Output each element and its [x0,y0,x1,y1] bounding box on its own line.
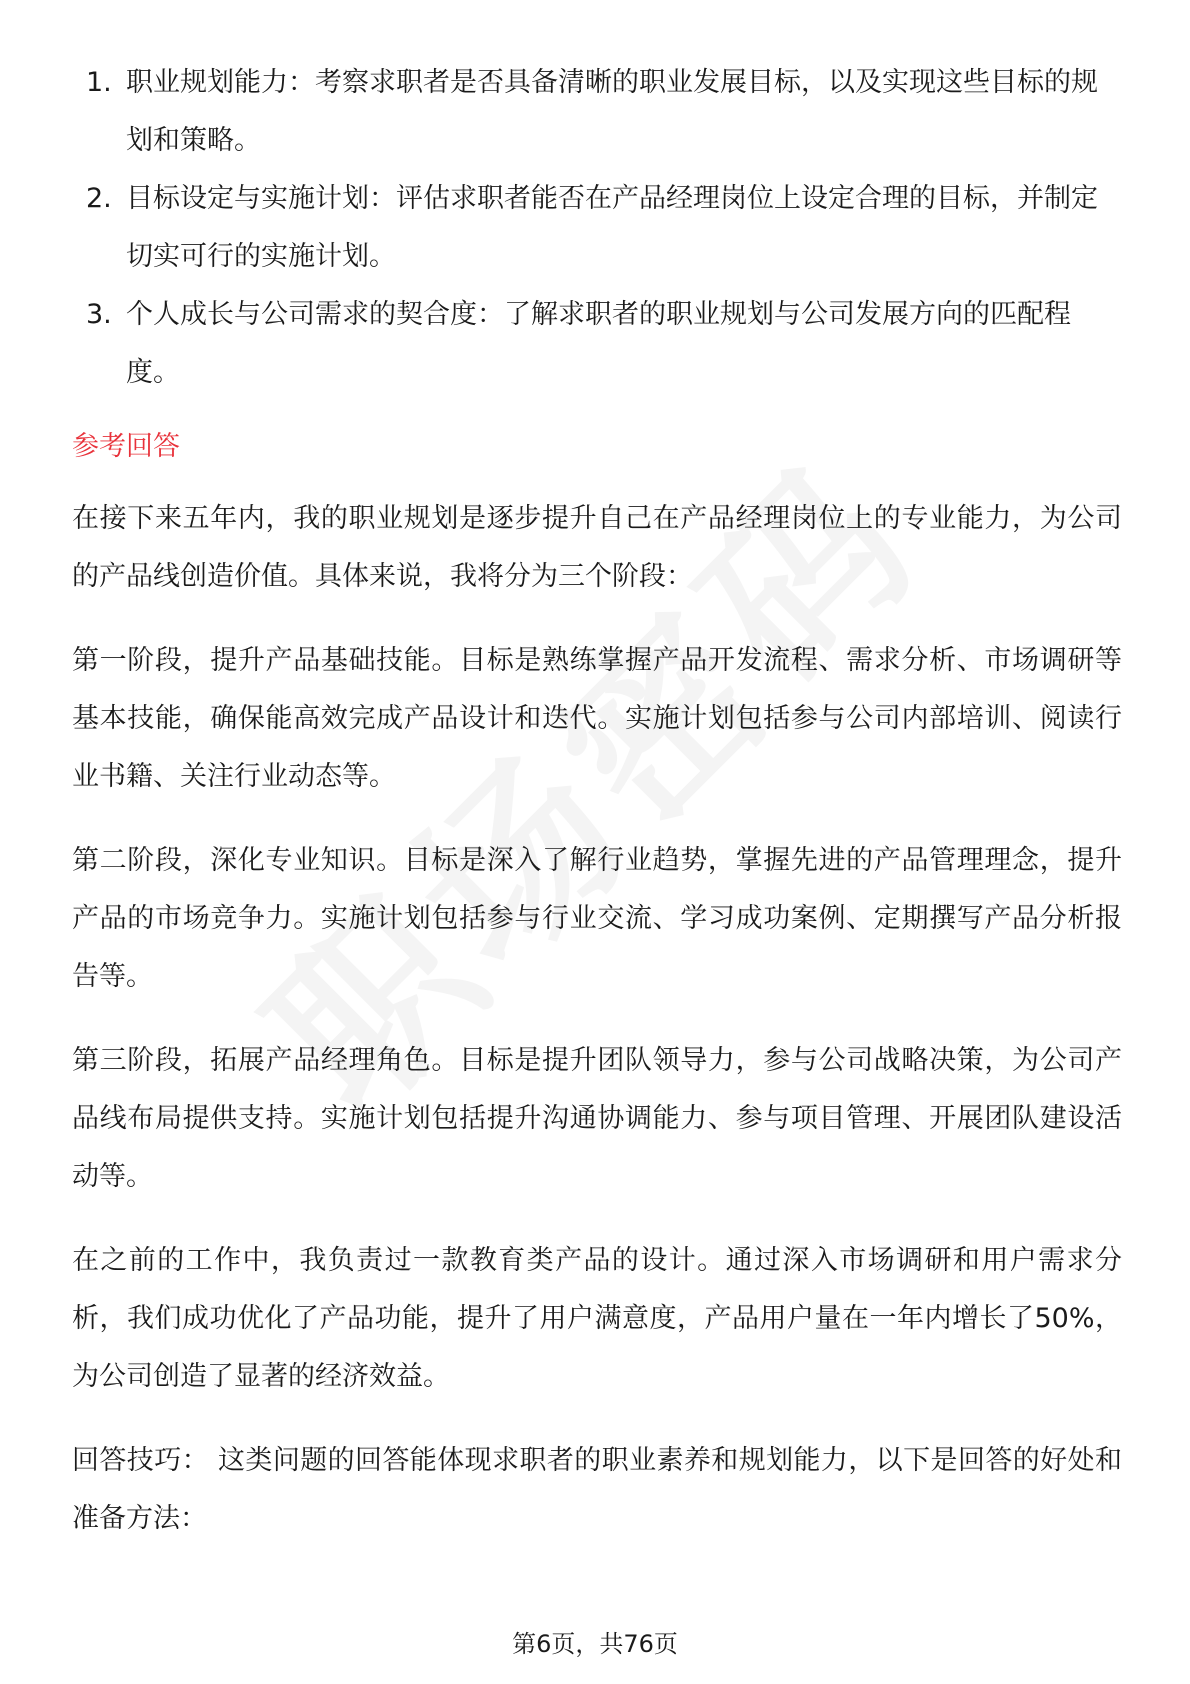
paragraph-experience: 在之前的工作中，我负责过一款教育类产品的设计。通过深入市场调研和用户需求分析，我们成功优化了产品功能，提升了用户满意度，产品用户量在一年内增长了50%，为公司创造了显著的经济效益。 [72,1245,1122,1392]
list-text: 职业规划能力：考察求职者是否具备清晰的职业发展目标，以及实现这些目标的规划和策略。 [126,67,1098,156]
list-item [72,54,1122,170]
list-text: 个人成长与公司需求的契合度：了解求职者的职业规划与公司发展方向的匹配程度。 [126,299,1071,388]
list-number: 1. [86,67,112,98]
page-content [72,54,1122,1574]
paragraph-answer-tips: 回答技巧： 这类问题的回答能体现求职者的职业素养和规划能力，以下是回答的好处和准备方法： [72,1445,1122,1534]
reference-answer-heading: 参考回答 [72,431,180,462]
list-item [72,286,1122,402]
paragraph-stage-two: 第二阶段，深化专业知识。目标是深入了解行业趋势，掌握先进的产品管理理念，提升产品的市场竞争力。实施计划包括参与行业交流、学习成功案例、定期撰写产品分析报告等。 [72,845,1122,992]
list-item [72,170,1122,286]
list-number: 2. [86,183,112,214]
paragraph-intro: 在接下来五年内，我的职业规划是逐步提升自己在产品经理岗位上的专业能力，为公司的产品线创造价值。具体来说，我将分为三个阶段： [72,503,1122,592]
paragraph-stage-one: 第一阶段，提升产品基础技能。目标是熟练掌握产品开发流程、需求分析、市场调研等基本技能，确保能高效完成产品设计和迭代。实施计划包括参与公司内部培训、阅读行业书籍、关注行业动态等。 [72,645,1122,792]
list-text: 目标设定与实施计划：评估求职者能否在产品经理岗位上设定合理的目标，并制定切实可行的实施计划。 [126,183,1098,272]
list-number: 3. [86,299,112,330]
paragraph-stage-three: 第三阶段，拓展产品经理角色。目标是提升团队领导力，参与公司战略决策，为公司产品线布局提供支持。实施计划包括提升沟通协调能力、参与项目管理、开展团队建设活动等。 [72,1045,1122,1192]
page-footer: 第6页，共76页 [512,1630,678,1658]
criteria-list [72,54,1122,402]
